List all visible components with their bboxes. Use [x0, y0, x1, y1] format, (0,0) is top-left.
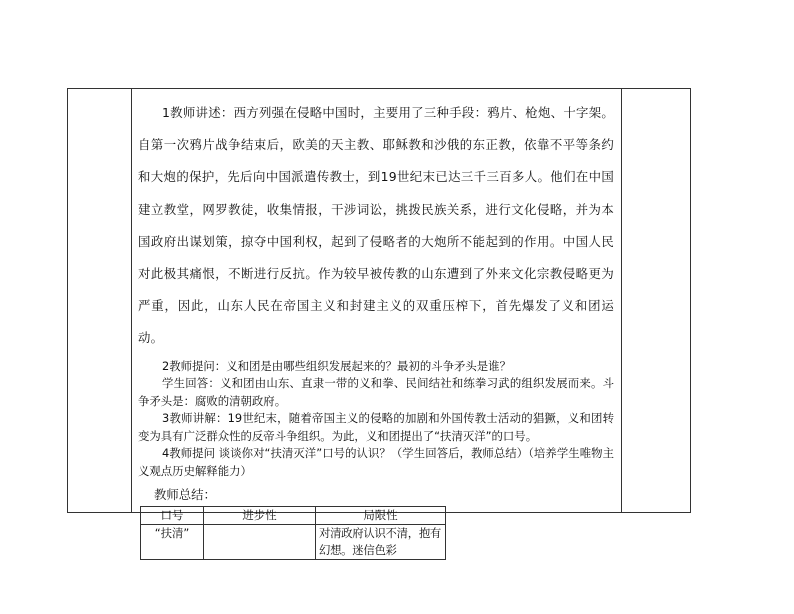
slogan-table-header-row — [141, 507, 446, 525]
paragraph-teacher-explanation: 3教师讲解：19世纪末，随着帝国主义的侵略的加剧和外国传教士活动的猖獗，义和团转变为具有广泛群众性的反帝斗争组织。为此，义和团提出了“扶清灭洋”的口号。 — [138, 411, 614, 443]
paragraph-student-answer: 学生回答：义和团由山东、直隶一带的义和拳、民间结社和练拳习武的组织发展而来。斗争矛头是：腐败的清朝政府。 — [138, 376, 614, 408]
teacher-narration — [138, 97, 614, 355]
qa-section — [138, 358, 614, 481]
paragraph-teacher-narration: 1教师讲述：西方列强在侵略中国时，主要用了三种手段：鸦片、枪炮、十字架。自第一次鸦片战争结束后，欧美的天主教、耶稣教和沙俄的东正教，依靠不平等条约和大炮的保护，先后向中国派遣传教士，到19世纪末已达三千三百多人。他们在中国建立教堂，网罗教徒，收集情报，干涉词讼，挑拨民族关系，进行文化侵略，并为本国政府出谋划策，掠夺中国利权，起到了侵略者的大炮所不能起到的作用。中国人民对此极其痛恨，不断进行反抗。作为较早被传教的山东遭到了外来文化宗教侵略更为严重，因此，山东人民在帝国主义和封建主义的双重压榨下，首先爆发了义和团运动。 — [138, 105, 614, 346]
header-progressive: 进步性 — [204, 507, 316, 525]
column-divider-left — [131, 89, 132, 512]
lesson-table — [67, 88, 691, 558]
header-slogan: 口号 — [141, 507, 204, 525]
paragraph-teacher-question: 2教师提问：义和团是由哪些组织发展起来的？最初的斗争矛头是谁？ — [162, 358, 511, 373]
slogan-table — [140, 506, 446, 560]
summary-label: 教师总结： — [154, 487, 216, 503]
cell-limitation: 对清政府认识不清，抱有幻想。迷信色彩 — [316, 525, 446, 560]
cell-slogan: “扶清” — [141, 525, 204, 560]
table-row — [141, 525, 446, 560]
header-limitation: 局限性 — [316, 507, 446, 525]
cell-progressive — [204, 525, 316, 560]
column-divider-right — [621, 89, 622, 512]
lesson-content — [138, 97, 614, 560]
paragraph-teacher-question-2: 4教师提问 谈谈你对“扶清灭洋”口号的认识？（学生回答后，教师总结）（培养学生唯物主义观点历史解释能力） — [138, 446, 614, 478]
